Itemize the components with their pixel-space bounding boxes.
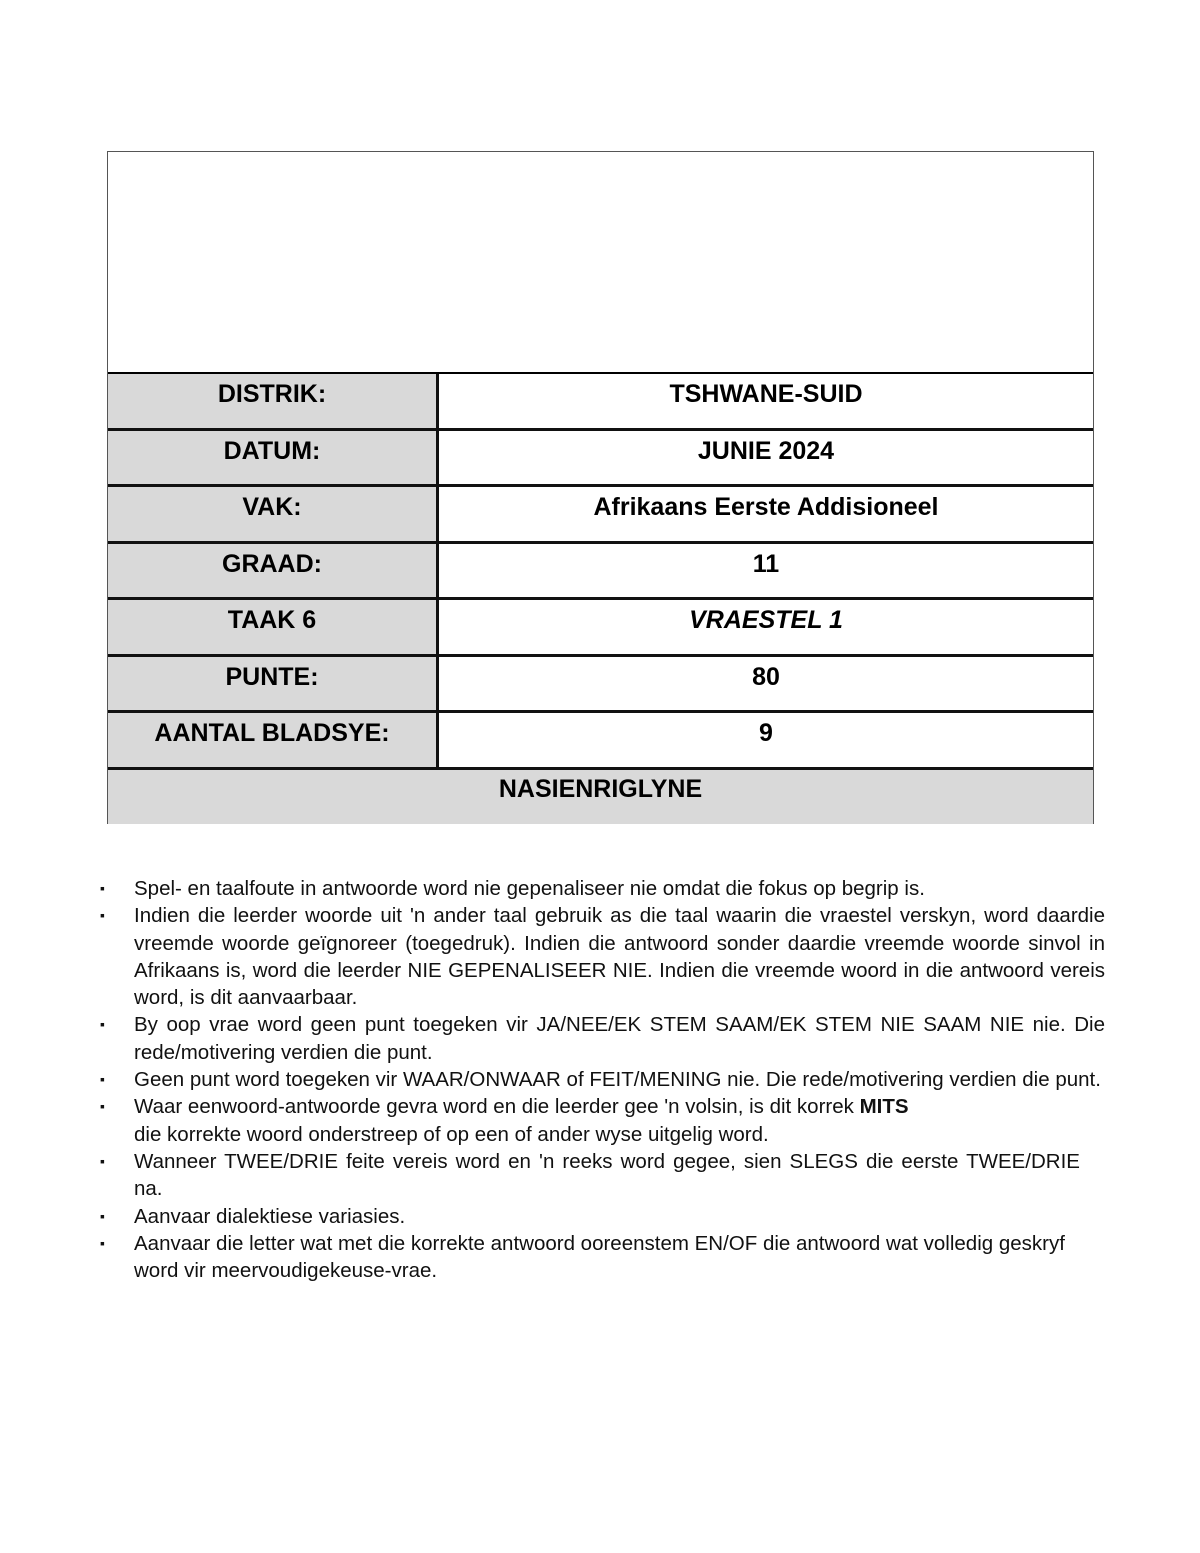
bullet-icon: ▪ bbox=[100, 880, 105, 896]
bullet-icon: ▪ bbox=[100, 1207, 105, 1224]
row-graad bbox=[108, 544, 1093, 601]
guideline-text: Spel- en taalfoute in antwoorde word nie gepenaliseer nie omdat die fokus op begrip is. bbox=[134, 877, 925, 900]
label-punte: PUNTE: bbox=[108, 657, 439, 711]
bullet-icon: ▪ bbox=[100, 1071, 105, 1088]
bullet-icon: ▪ bbox=[100, 1234, 105, 1251]
label-taak: TAAK 6 bbox=[108, 600, 439, 654]
guidelines-list bbox=[100, 875, 1105, 1284]
guideline-text: Aanvaar die letter wat met die korrekte antwoord ooreenstem EN/OF die antwoord wat volledig geskryf word vir meervoudigekeuse-vrae. bbox=[134, 1231, 1065, 1283]
list-item bbox=[100, 1148, 1080, 1203]
bullet-icon: ▪ bbox=[100, 1152, 105, 1169]
guideline-text-before: Waar eenwoord-antwoorde gevra word en die leerder gee 'n volsin, is dit korrek bbox=[134, 1095, 860, 1119]
value-bladsye: 9 bbox=[439, 713, 1093, 767]
value-punte: 80 bbox=[439, 657, 1093, 711]
row-bladsye bbox=[108, 713, 1093, 770]
value-vak: Afrikaans Eerste Addisioneel bbox=[439, 487, 1093, 541]
guideline-text: Wanneer TWEE/DRIE feite vereis word en 'n reeks word gegee, sien SLEGS die eerste TWEE/DRIE na. bbox=[134, 1149, 1080, 1201]
label-datum: DATUM: bbox=[108, 431, 439, 485]
row-taak bbox=[108, 600, 1093, 657]
footer-nasienriglyne: NASIENRIGLYNE bbox=[108, 770, 1093, 824]
list-item bbox=[100, 1203, 1105, 1230]
list-item bbox=[100, 1011, 1105, 1066]
guideline-text: Aanvaar dialektiese variasies. bbox=[134, 1204, 406, 1228]
logo-header-area bbox=[108, 152, 1093, 374]
list-item bbox=[100, 902, 1105, 1011]
list-item bbox=[100, 1230, 1094, 1285]
value-datum: JUNIE 2024 bbox=[439, 431, 1093, 485]
guideline-text: Geen punt word toegeken vir WAAR/ONWAAR of FEIT/MENING nie. Die rede/motivering verdien die punt. bbox=[134, 1068, 1101, 1092]
label-vak: VAK: bbox=[108, 487, 439, 541]
row-distrik bbox=[108, 374, 1093, 431]
cover-table bbox=[107, 151, 1094, 824]
row-datum bbox=[108, 431, 1093, 488]
row-punte bbox=[108, 657, 1093, 714]
guideline-text-after: die korrekte woord onderstreep of op een of ander wyse uitgelig word. bbox=[134, 1122, 769, 1146]
label-bladsye: AANTAL BLADSYE: bbox=[108, 713, 439, 767]
value-distrik: TSHWANE-SUID bbox=[439, 374, 1093, 428]
bullet-icon: ▪ bbox=[100, 1098, 105, 1115]
list-item bbox=[100, 1066, 1105, 1093]
label-distrik: DISTRIK: bbox=[108, 374, 439, 428]
guideline-text: Indien die leerder woorde uit 'n ander taal gebruik as die taal waarin die vraestel verskyn, word daardie vreemde woorde geïgnoreer (toegedruk). Indien die antwoord sonder daardie vreemde woorde sinvol in Afrikaans is, word die leerder NIE GEPENALISEER NIE. Indien die vreemde woord in die antwoord vereis word, is dit aanvaarbaar. bbox=[134, 904, 1105, 1010]
list-item bbox=[100, 1093, 1105, 1148]
bullet-icon: ▪ bbox=[100, 1016, 105, 1033]
list-item bbox=[100, 875, 1105, 902]
bullet-icon: ▪ bbox=[100, 907, 105, 924]
guideline-text: By oop vrae word geen punt toegeken vir JA/NEE/EK STEM SAAM/EK STEM NIE SAAM NIE nie. Die rede/motivering verdien die punt. bbox=[134, 1013, 1105, 1064]
row-vak bbox=[108, 487, 1093, 544]
guideline-bold-mits: MITS bbox=[859, 1095, 909, 1119]
value-graad: 11 bbox=[439, 544, 1093, 598]
label-graad: GRAAD: bbox=[108, 544, 439, 598]
value-taak: VRAESTEL 1 bbox=[439, 600, 1093, 654]
info-table bbox=[108, 374, 1093, 824]
